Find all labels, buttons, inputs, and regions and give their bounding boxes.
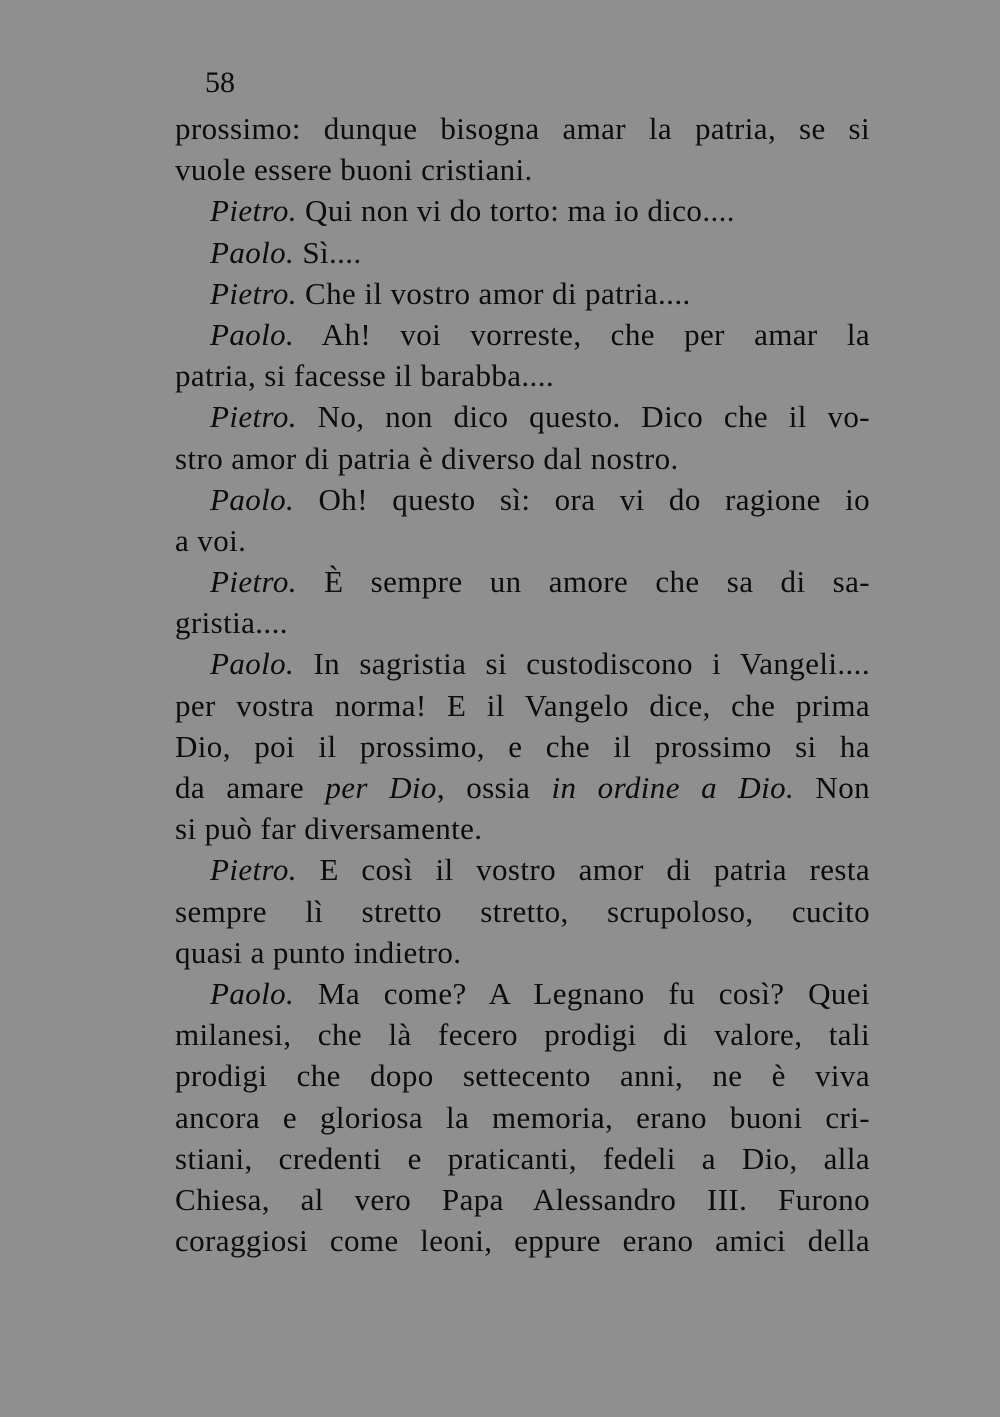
text-run: patria, si facesse il barabba....: [175, 358, 555, 394]
text-line: [175, 1179, 870, 1220]
page-number: 58: [205, 66, 235, 99]
italic-text: Paolo.: [210, 316, 295, 352]
text-run: , ossia: [436, 770, 552, 805]
text-run: stro amor di patria è diverso dal nostro.: [175, 440, 679, 476]
text-line: [175, 273, 870, 314]
text-run: milanesi, che là fecero prodigi di valore, tali: [175, 1017, 870, 1053]
italic-text: Paolo.: [210, 975, 295, 1011]
text-line: [175, 1220, 870, 1261]
italic-text: per Dio: [325, 770, 437, 805]
italic-text: Paolo.: [210, 234, 295, 270]
italic-text: Pietro.: [210, 852, 297, 888]
text-line: [175, 355, 870, 396]
text-run: coraggiosi come leoni, eppure erano amici della: [175, 1223, 870, 1259]
text-run: Qui non vi do torto: ma io dico....: [296, 193, 735, 229]
text-line: [175, 561, 870, 602]
italic-text: Paolo.: [210, 646, 295, 682]
text-line: [175, 767, 870, 808]
text-line: [175, 190, 870, 231]
text-run: prossimo: dunque bisogna amar la patria, se si: [175, 111, 870, 146]
text-line: [175, 643, 870, 684]
text-line: [175, 1138, 870, 1179]
text-run: E così il vostro amor di patria resta: [296, 852, 870, 888]
text-line: [175, 1055, 870, 1096]
dialogue-text: [175, 108, 870, 1261]
text-line: [175, 232, 870, 273]
text-run: prodigi che dopo settecento anni, ne è viva: [175, 1058, 870, 1094]
text-line: [175, 479, 870, 520]
text-run: Ah! voi vorreste, che per amar la: [294, 316, 870, 352]
text-run: Chiesa, al vero Papa Alessandro III. Furono: [175, 1181, 870, 1217]
text-run: sempre lì stretto stretto, scrupoloso, cucito: [175, 893, 870, 929]
text-line: [175, 973, 870, 1014]
text-run: da amare: [175, 770, 326, 805]
text-run: quasi a punto indietro.: [175, 934, 462, 970]
text-run: ancora e gloriosa la memoria, erano buoni cri-: [175, 1099, 870, 1135]
text-line: [175, 1014, 870, 1055]
text-line: [175, 685, 870, 726]
text-line: [175, 520, 870, 561]
italic-text: Pietro.: [210, 564, 297, 600]
text-run: stiani, credenti e praticanti, fedeli a Dio, alla: [175, 1140, 870, 1176]
text-run: Non: [794, 770, 871, 805]
text-line: [175, 808, 870, 849]
text-run: Che il vostro amor di patria....: [296, 275, 691, 311]
text-run: si può far diversamente.: [175, 811, 483, 847]
italic-text: Pietro.: [210, 399, 297, 435]
text-line: [175, 314, 870, 355]
text-line: [175, 932, 870, 973]
text-run: vuole essere buoni cristiani.: [175, 152, 533, 188]
text-line: [175, 108, 870, 149]
italic-text: Pietro.: [210, 275, 297, 311]
text-run: Sì....: [294, 234, 362, 270]
text-run: gristia....: [175, 605, 288, 641]
text-line: [175, 396, 870, 437]
text-line: [175, 1097, 870, 1138]
text-run: per vostra norma! E il Vangelo dice, che prima: [175, 687, 870, 723]
text-run: Oh! questo sì: ora vi do ragione io: [294, 481, 870, 517]
italic-text: Pietro.: [210, 193, 297, 229]
italic-text: in ordine a Dio.: [551, 770, 795, 805]
italic-text: Paolo.: [210, 481, 295, 517]
text-line: [175, 438, 870, 479]
text-line: [175, 849, 870, 890]
text-run: Ma come? A Legnano fu così? Quei: [294, 975, 870, 1011]
text-line: [175, 891, 870, 932]
text-run: In sagristia si custodiscono i Vangeli....: [294, 646, 870, 682]
text-line: [175, 602, 870, 643]
text-line: [175, 149, 870, 190]
text-run: Dio, poi il prossimo, e che il prossimo si ha: [175, 728, 870, 764]
text-run: a voi.: [175, 522, 247, 558]
text-run: No, non dico questo. Dico che il vo-: [296, 399, 870, 435]
text-run: È sempre un amore che sa di sa-: [296, 564, 870, 600]
text-line: [175, 726, 870, 767]
